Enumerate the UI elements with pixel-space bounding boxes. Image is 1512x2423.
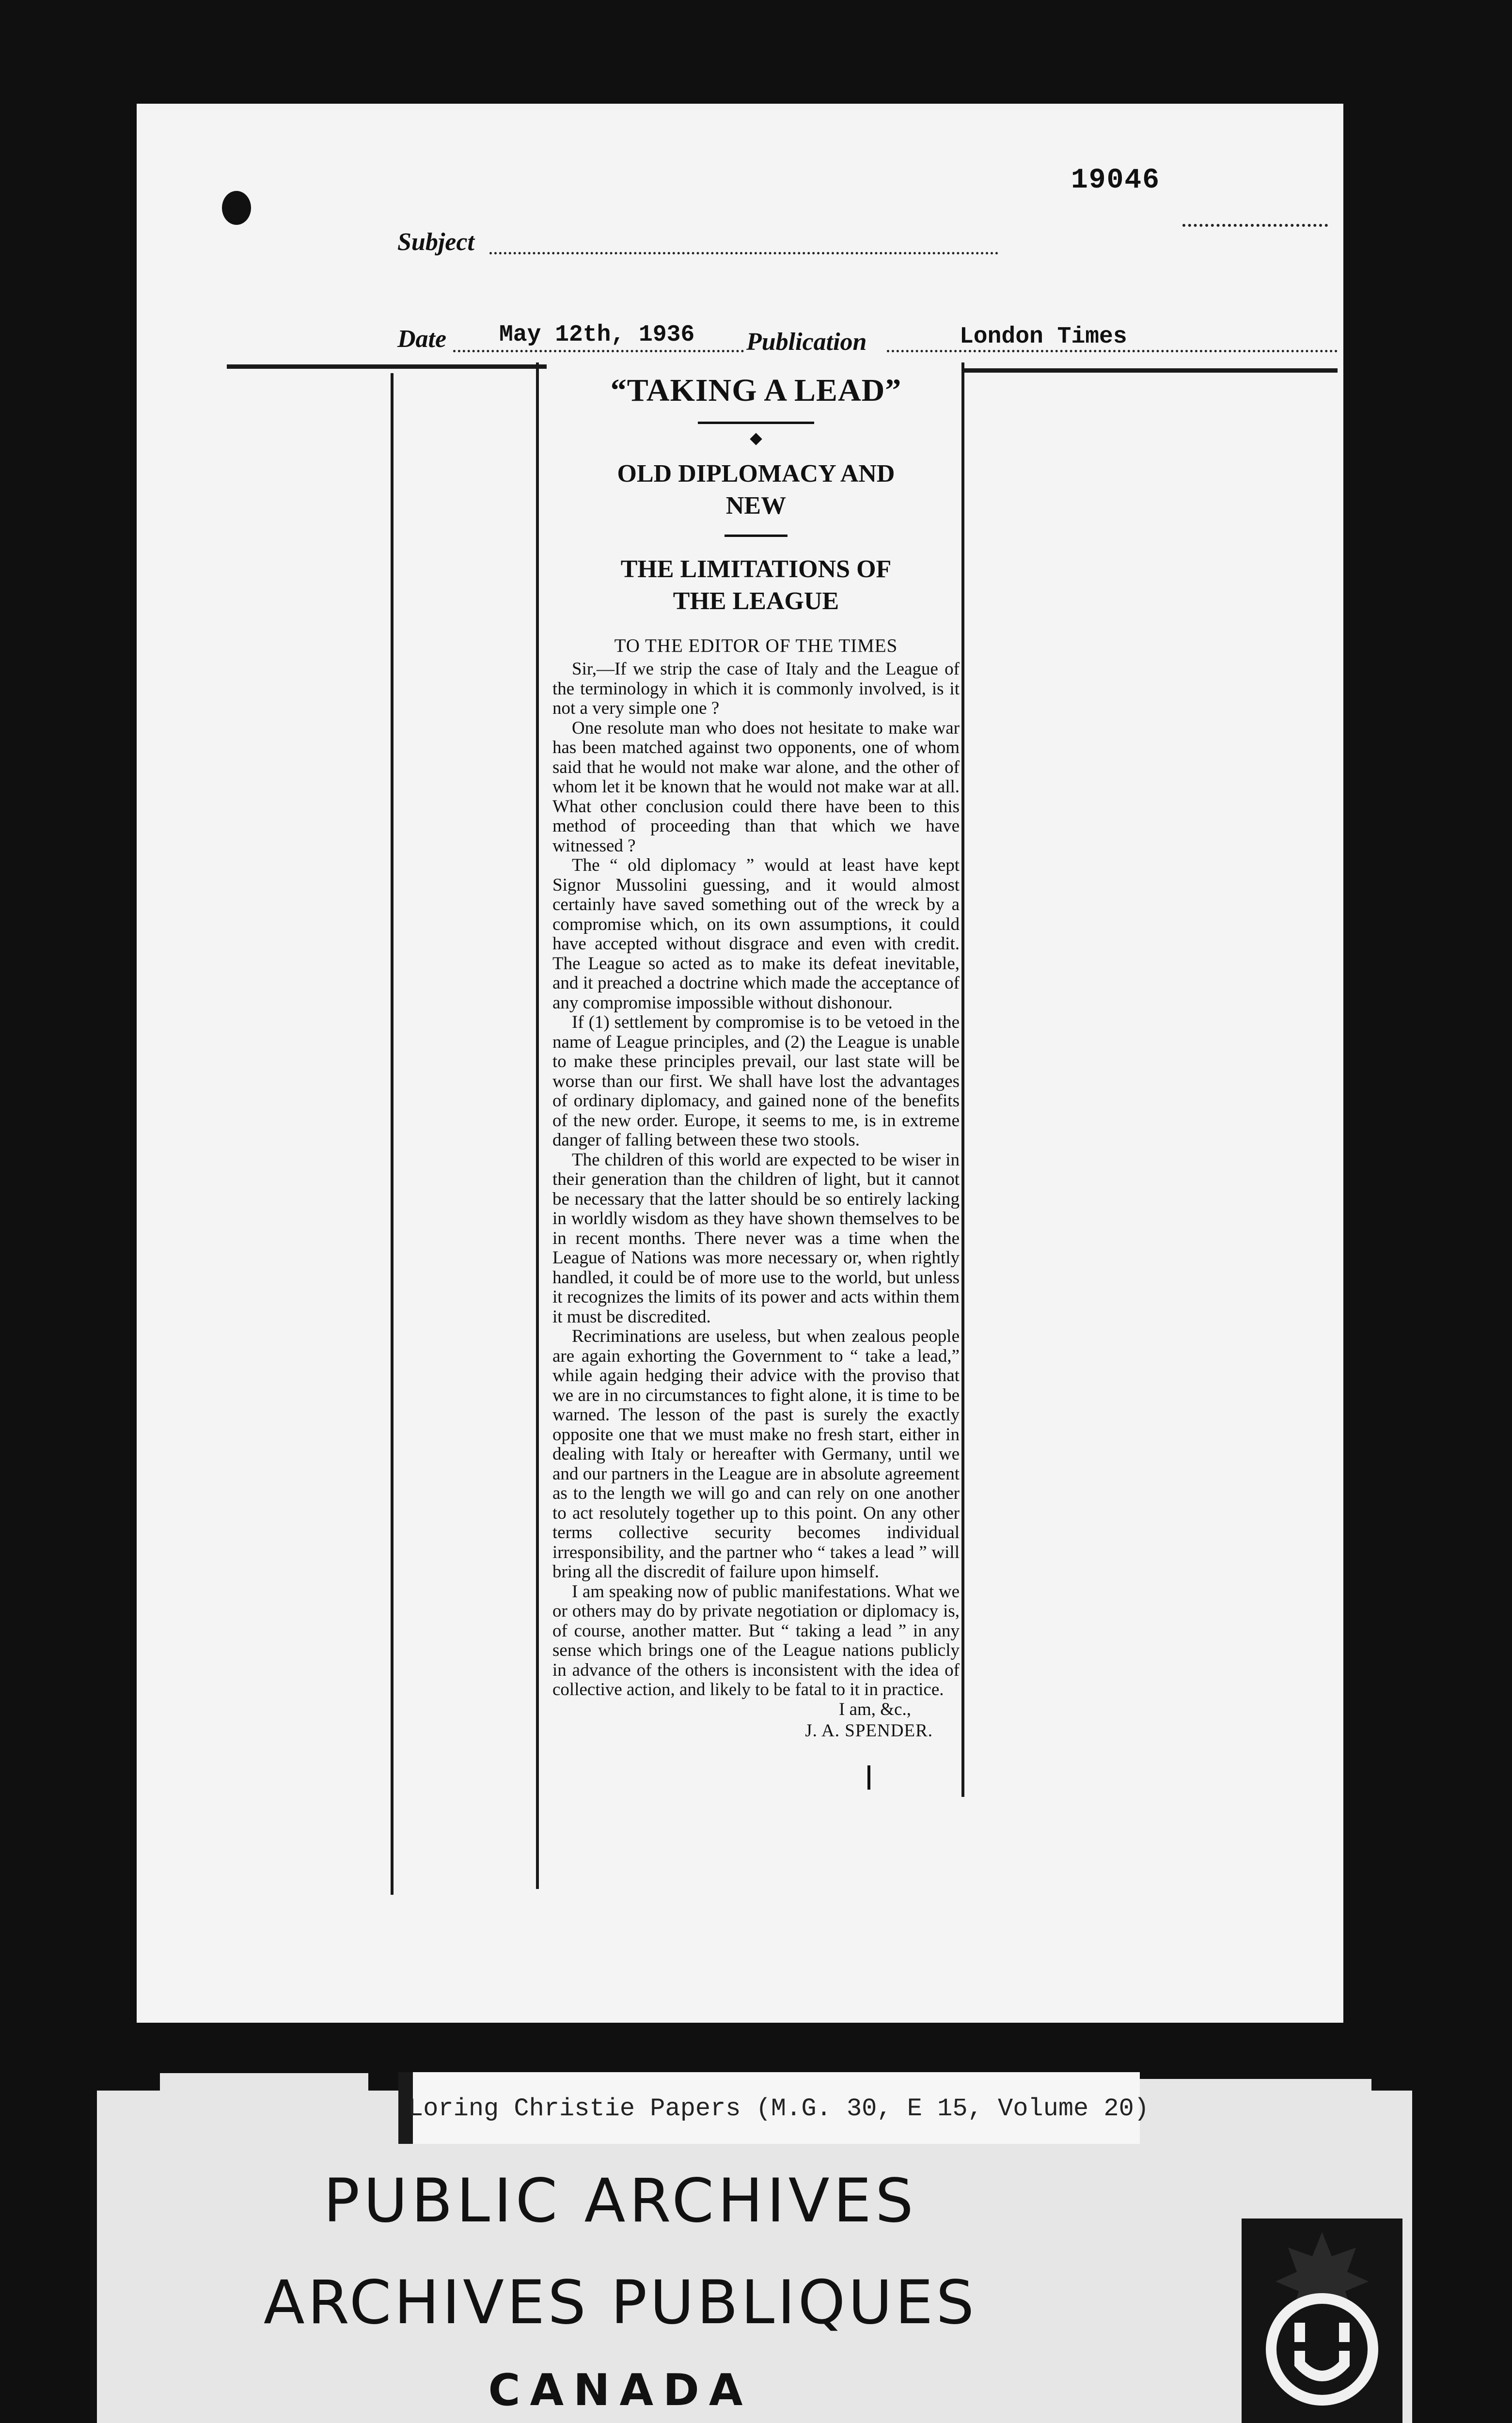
- file-number-dots: [1182, 224, 1328, 227]
- headline: “TAKING A LEAD”: [610, 373, 902, 408]
- clipping-edge-left: [536, 362, 539, 1889]
- publication-dots: [887, 350, 1338, 352]
- subhead-limitations: THE LIMITATIONS OF THE LEAGUE: [620, 555, 892, 615]
- paragraph-4: If (1) settlement by compromise is to be vetoed in the name of League principles, and (2) the League is unable to make these principles prevail, our last state will be worse than our first. We shall have lost the advantages of ordinary diplomacy, and gained none of the benefits of the new order. Europe, it seems to me, is in extreme danger of falling between these two stools.: [552, 1012, 960, 1150]
- newspaper-clipping: [552, 362, 960, 1889]
- archives-logo: [1242, 2218, 1402, 2423]
- paragraph-5: The children of this world are expected to be wiser in their generation than the children of light, but it cannot be necessary that the latter should be so entirely lacking in worldly wisdom as they have shown themselves to be in recent months. There never was a time when the League of Nations was more necessary or, when rightly handled, it could be of more use to the world, but unless it recognizes the limits of its power and acts within them it must be discredited.: [552, 1149, 960, 1327]
- publication-label: Publication: [746, 328, 867, 356]
- signature: J. A. SPENDER.: [805, 1721, 933, 1741]
- date-label: Date: [397, 325, 447, 353]
- separator-ornament: [750, 433, 762, 445]
- margin-line-left: [391, 373, 394, 1895]
- rule-left: [227, 364, 547, 369]
- file-number: 19046: [1071, 165, 1161, 196]
- archives-country: CANADA: [488, 2365, 753, 2416]
- paragraph-6: Recriminations are useless, but when zealous people are again exhorting the Government to “ take a lead,” while again hedging their advice with the proviso that we are in no circumstances to fight alone, it is time to be warned. The lesson of the past is surely the exactly opposite one that we must make no fresh start, either in dealing with Italy or hereafter with Germany, until we and our partners in the League are in absolute agreement as to the length we will go and can rely on one another to act resolutely together up to this point. On any other terms collective security becomes individual irresponsibility, and the partner who “ takes a lead ” will bring all the discredit of failure upon himself.: [552, 1326, 960, 1582]
- subhead-old-diplomacy: OLD DIPLOMACY AND NEW: [617, 460, 895, 519]
- paragraph-3: The “ old diplomacy ” would at least have kept Signor Mussolini guessing, and it would almost certainly have saved something out of the wreck by a compromise which, on its own assumptions, it could have accepted without disgrace and even with credit. The League so acted as to make its defeat inevitable, and it preached a doctrine which made the acceptance of any compromise impossible without dishonour.: [552, 855, 960, 1013]
- subject-label: Subject: [397, 228, 474, 256]
- punch-hole: [222, 191, 251, 225]
- separator-1: [698, 422, 814, 424]
- paragraph-1: Sir,—If we strip the case of Italy and the League of the terminology in which it is commonly involved, is it not a very simple one ?: [552, 659, 960, 718]
- separator-2: [724, 535, 788, 537]
- signoff: I am, &c.,: [839, 1699, 911, 1719]
- paragraph-2: One resolute man who does not hesitate to make war has been matched against two opponents, one of whom said that he would not make war alone, and the other of whom let it be known that he would not make war at all. What other conclusion could there have been to this method of proceeding than that which we have witnessed ?: [552, 718, 960, 856]
- publication-value: London Times: [960, 324, 1127, 350]
- archives-emblem-icon: [1242, 2218, 1402, 2423]
- archives-french: ARCHIVES PUBLIQUES: [263, 2268, 977, 2338]
- date-dots: [453, 350, 744, 352]
- rule-right: [964, 368, 1338, 373]
- collection-label: Loring Christie Papers (M.G. 30, E 15, Volume 20): [408, 2094, 1150, 2123]
- subject-dots: [489, 252, 998, 254]
- clipping-edge-right: [961, 362, 964, 1797]
- date-value: May 12th, 1936: [499, 322, 695, 348]
- paragraph-7: I am speaking now of public manifestations. What we or others may do by private negotiation or diplomacy is, of course, another matter. But “ taking a lead ” in any sense which brings one of the League nations publicly in advance of the others is inconsistent with the idea of collective action, and likely to be fatal to it in practice.: [552, 1581, 960, 1699]
- end-mark: [867, 1765, 870, 1790]
- archives-english: PUBLIC ARCHIVES: [323, 2166, 917, 2236]
- to-editor-line: TO THE EDITOR OF THE TIMES: [614, 635, 898, 656]
